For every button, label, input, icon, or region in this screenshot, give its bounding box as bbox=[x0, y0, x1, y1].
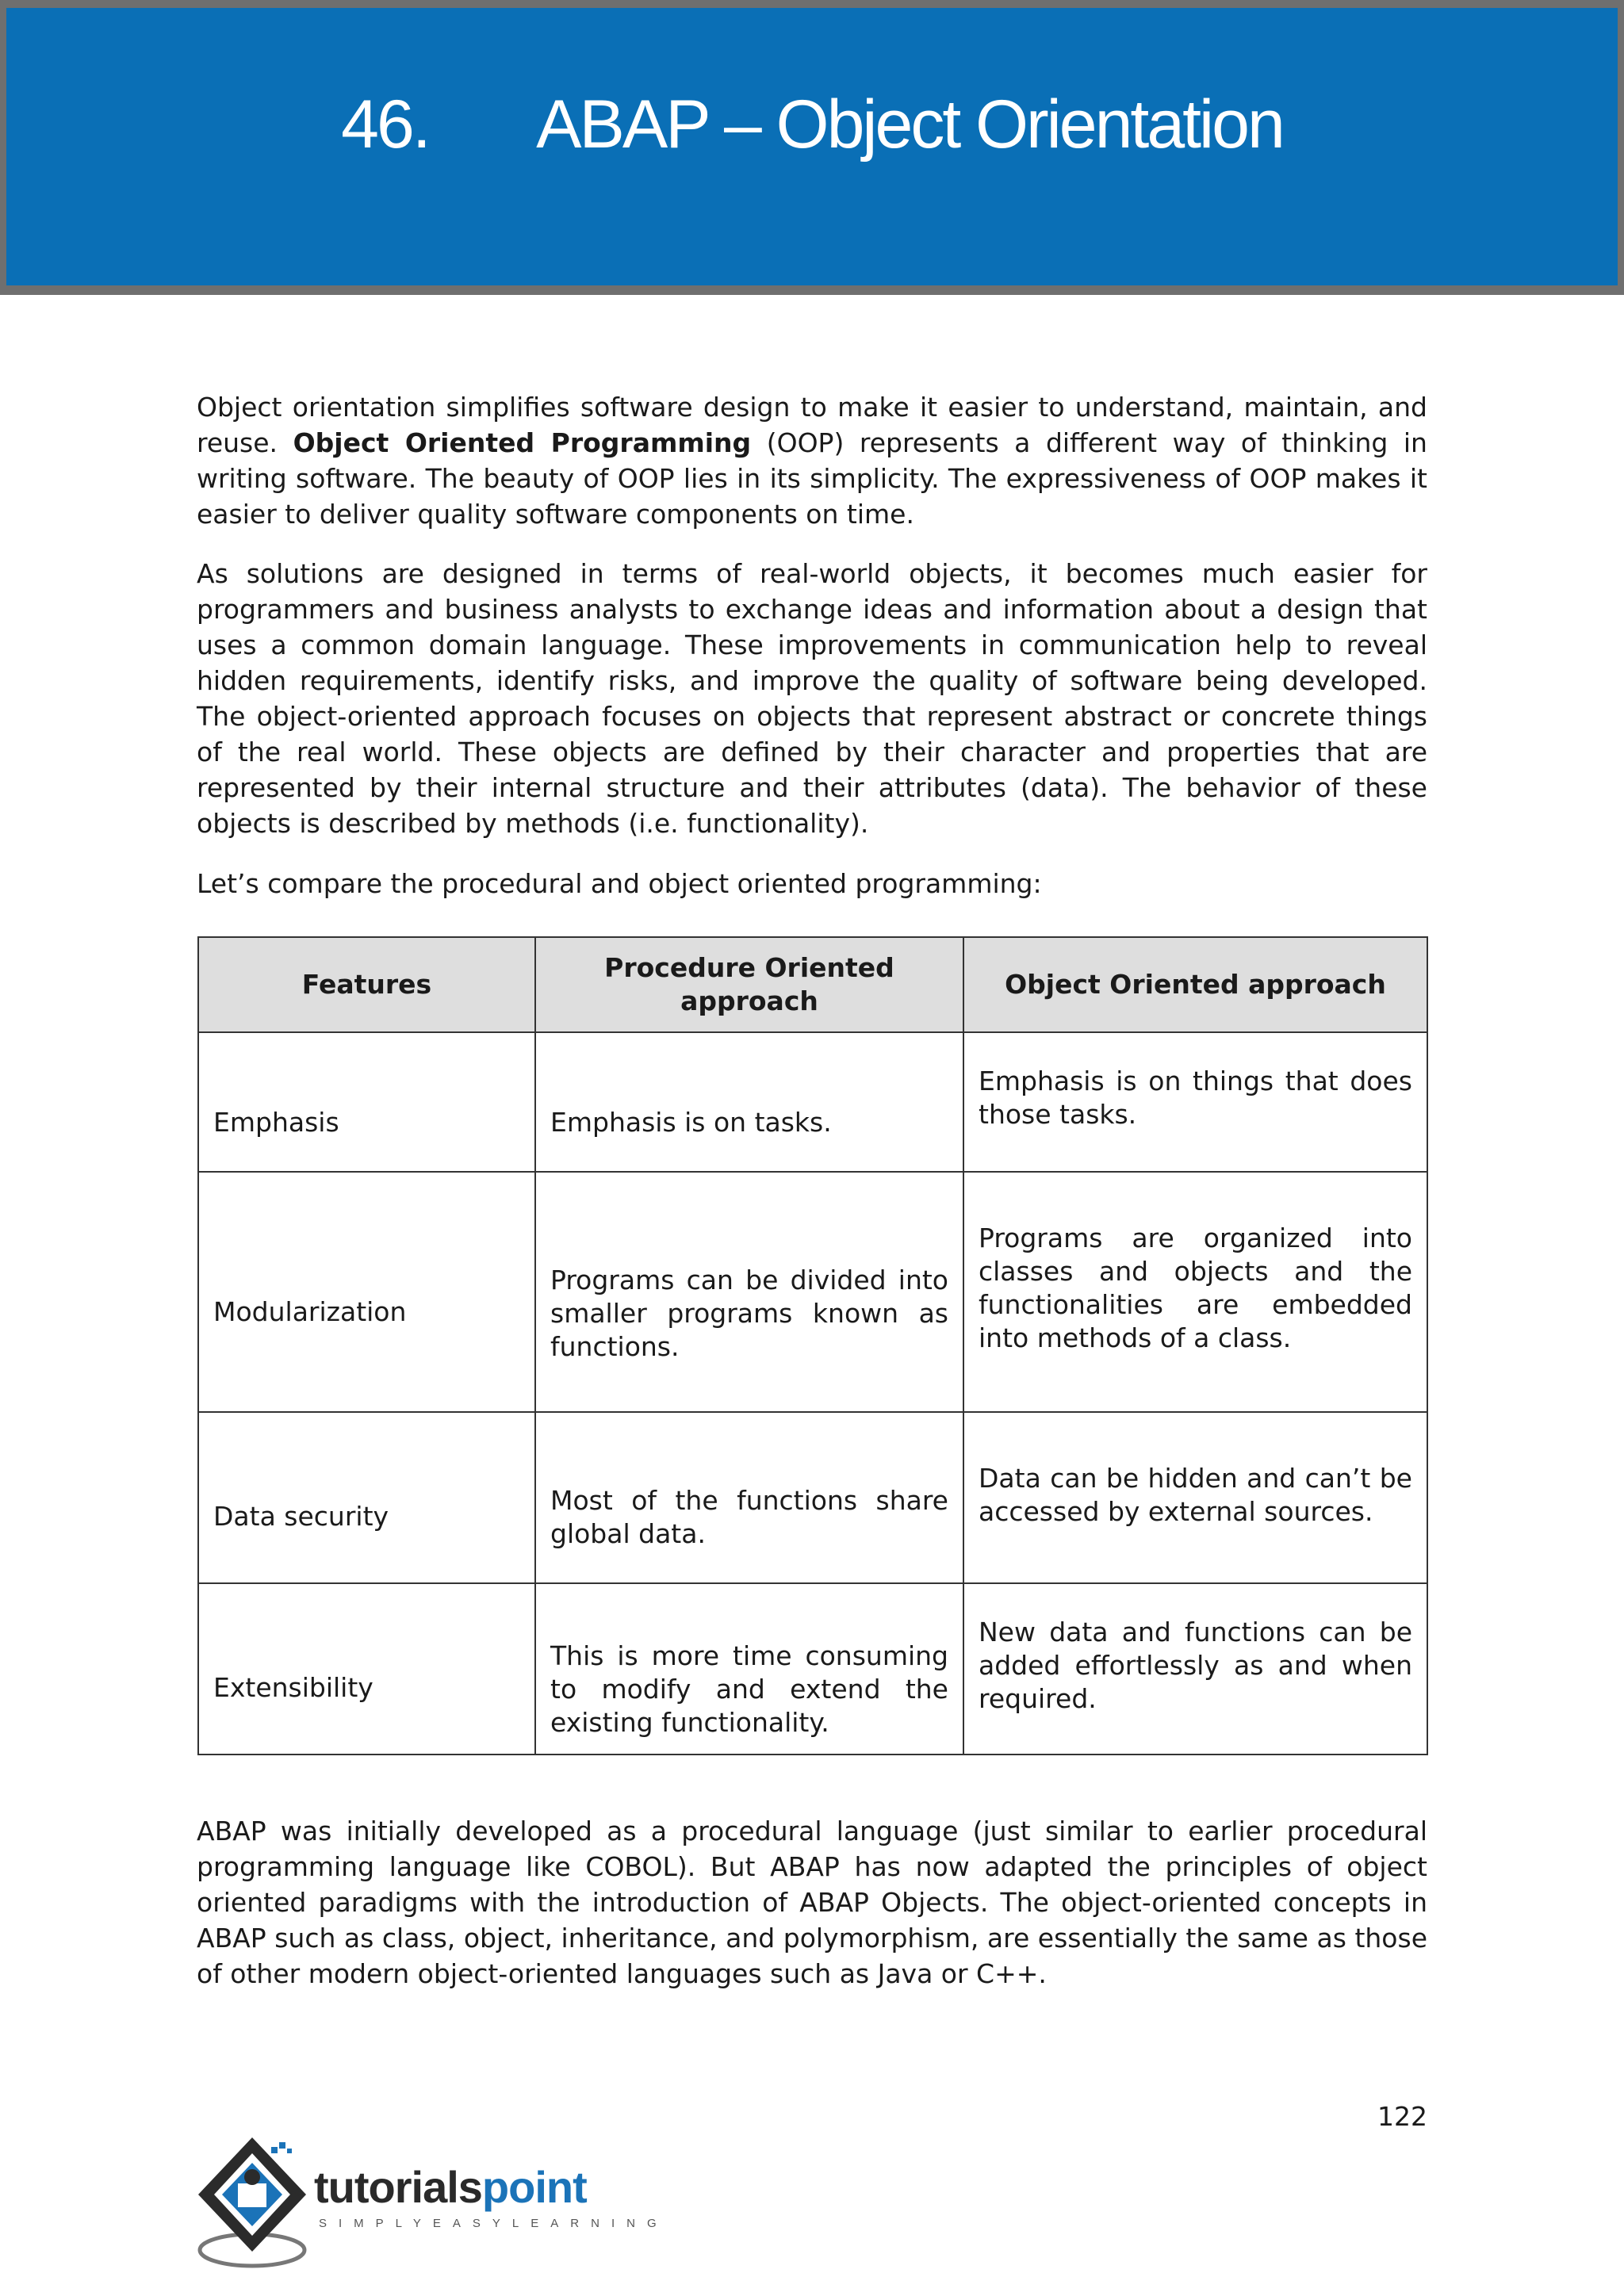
logo-diamond-icon bbox=[195, 2131, 322, 2274]
intro-paragraph-2: As solutions are designed in terms of real-world objects, it becomes much easier for programmers and business analysts to exchange ideas and information about a design that uses a common domain language. These improvements in communication help to reveal hidden requirements, identify risks, and improve the quality of software being developed. The object-oriented approach focuses on objects that represent abstract or concrete things of the real world. These objects are defined by their character and properties that are represented by their internal structure and their attributes (data). The behavior of these objects is described by methods (i.e. functionality). bbox=[197, 558, 1427, 839]
table-row bbox=[198, 1172, 1427, 1412]
object-oriented-cell: Data can be hidden and can’t be accessed by external sources. bbox=[963, 1412, 1427, 1583]
table-row bbox=[198, 1032, 1427, 1172]
intro-p1-text-start: Object orientation simplifies software design to make it easier to understand, maintain, and reuse. bbox=[197, 392, 1427, 458]
intro-paragraph-1-block bbox=[197, 389, 1427, 532]
procedural-cell: This is more time consuming to modify and extend the existing functionality. bbox=[535, 1583, 963, 1755]
intro-p1-text-end: (OOP) represents a different way of thinking in writing software. The beauty of OOP lies in its simplicity. The expressiveness of OOP makes it easier to deliver quality software components on time. bbox=[197, 427, 1427, 530]
intro-p1-bold-term: Object Oriented Programming bbox=[293, 427, 752, 458]
comparison-table bbox=[197, 936, 1428, 1755]
object-oriented-cell: New data and functions can be added effortlessly as and when required. bbox=[963, 1583, 1427, 1755]
feature-cell: Modularization bbox=[198, 1172, 535, 1412]
intro-paragraph-3: Let’s compare the procedural and object oriented programming: bbox=[197, 868, 1042, 899]
logo-word-tutorials: tutorials bbox=[314, 2162, 482, 2212]
table-row bbox=[198, 1412, 1427, 1583]
chapter-title: ABAP – Object Orientation bbox=[536, 86, 1283, 163]
intro-paragraph-1 bbox=[197, 389, 1427, 532]
feature-cell: Data security bbox=[198, 1412, 535, 1583]
object-oriented-cell: Emphasis is on things that does those tasks. bbox=[963, 1032, 1427, 1172]
procedural-cell: Most of the functions share global data. bbox=[535, 1412, 963, 1583]
table-row bbox=[198, 1583, 1427, 1755]
logo-tagline: SIMPLYEASYLEARNING bbox=[319, 2217, 668, 2230]
object-oriented-cell: Programs are organized into classes and objects and the functionalities are embedded into methods of a class. bbox=[963, 1172, 1427, 1412]
logo-word-point: point bbox=[481, 2162, 587, 2212]
tutorialspoint-logo bbox=[195, 2131, 668, 2274]
feature-cell: Extensibility bbox=[198, 1583, 535, 1755]
table-header-row bbox=[198, 937, 1427, 1032]
table-header-object-oriented: Object Oriented approach bbox=[963, 937, 1427, 1032]
procedural-cell: Emphasis is on tasks. bbox=[535, 1032, 963, 1172]
intro-paragraph-3-block bbox=[197, 866, 1427, 901]
closing-paragraph-block bbox=[197, 1813, 1427, 1992]
procedural-cell: Programs can be divided into smaller programs known as functions. bbox=[535, 1172, 963, 1412]
intro-paragraph-2-block bbox=[197, 556, 1427, 841]
table-header-procedural: Procedure Oriented approach bbox=[535, 937, 963, 1032]
chapter-number: 46. bbox=[341, 86, 429, 163]
closing-paragraph: ABAP was initially developed as a procedural language (just similar to earlier procedural programming language like COBOL). But ABAP has now adapted the principles of object oriented paradigms with the introduction of ABAP Objects. The object-oriented concepts in ABAP such as class, object, inheritance, and polymorphism, are essentially the same as those of other modern object-oriented languages such as Java or C++. bbox=[197, 1816, 1427, 1989]
chapter-heading bbox=[0, 86, 1624, 164]
logo-wordmark bbox=[314, 2161, 587, 2213]
table-header-features: Features bbox=[198, 937, 535, 1032]
chapter-banner bbox=[0, 0, 1624, 295]
feature-cell: Emphasis bbox=[198, 1032, 535, 1172]
page-number: 122 bbox=[1377, 2101, 1427, 2132]
